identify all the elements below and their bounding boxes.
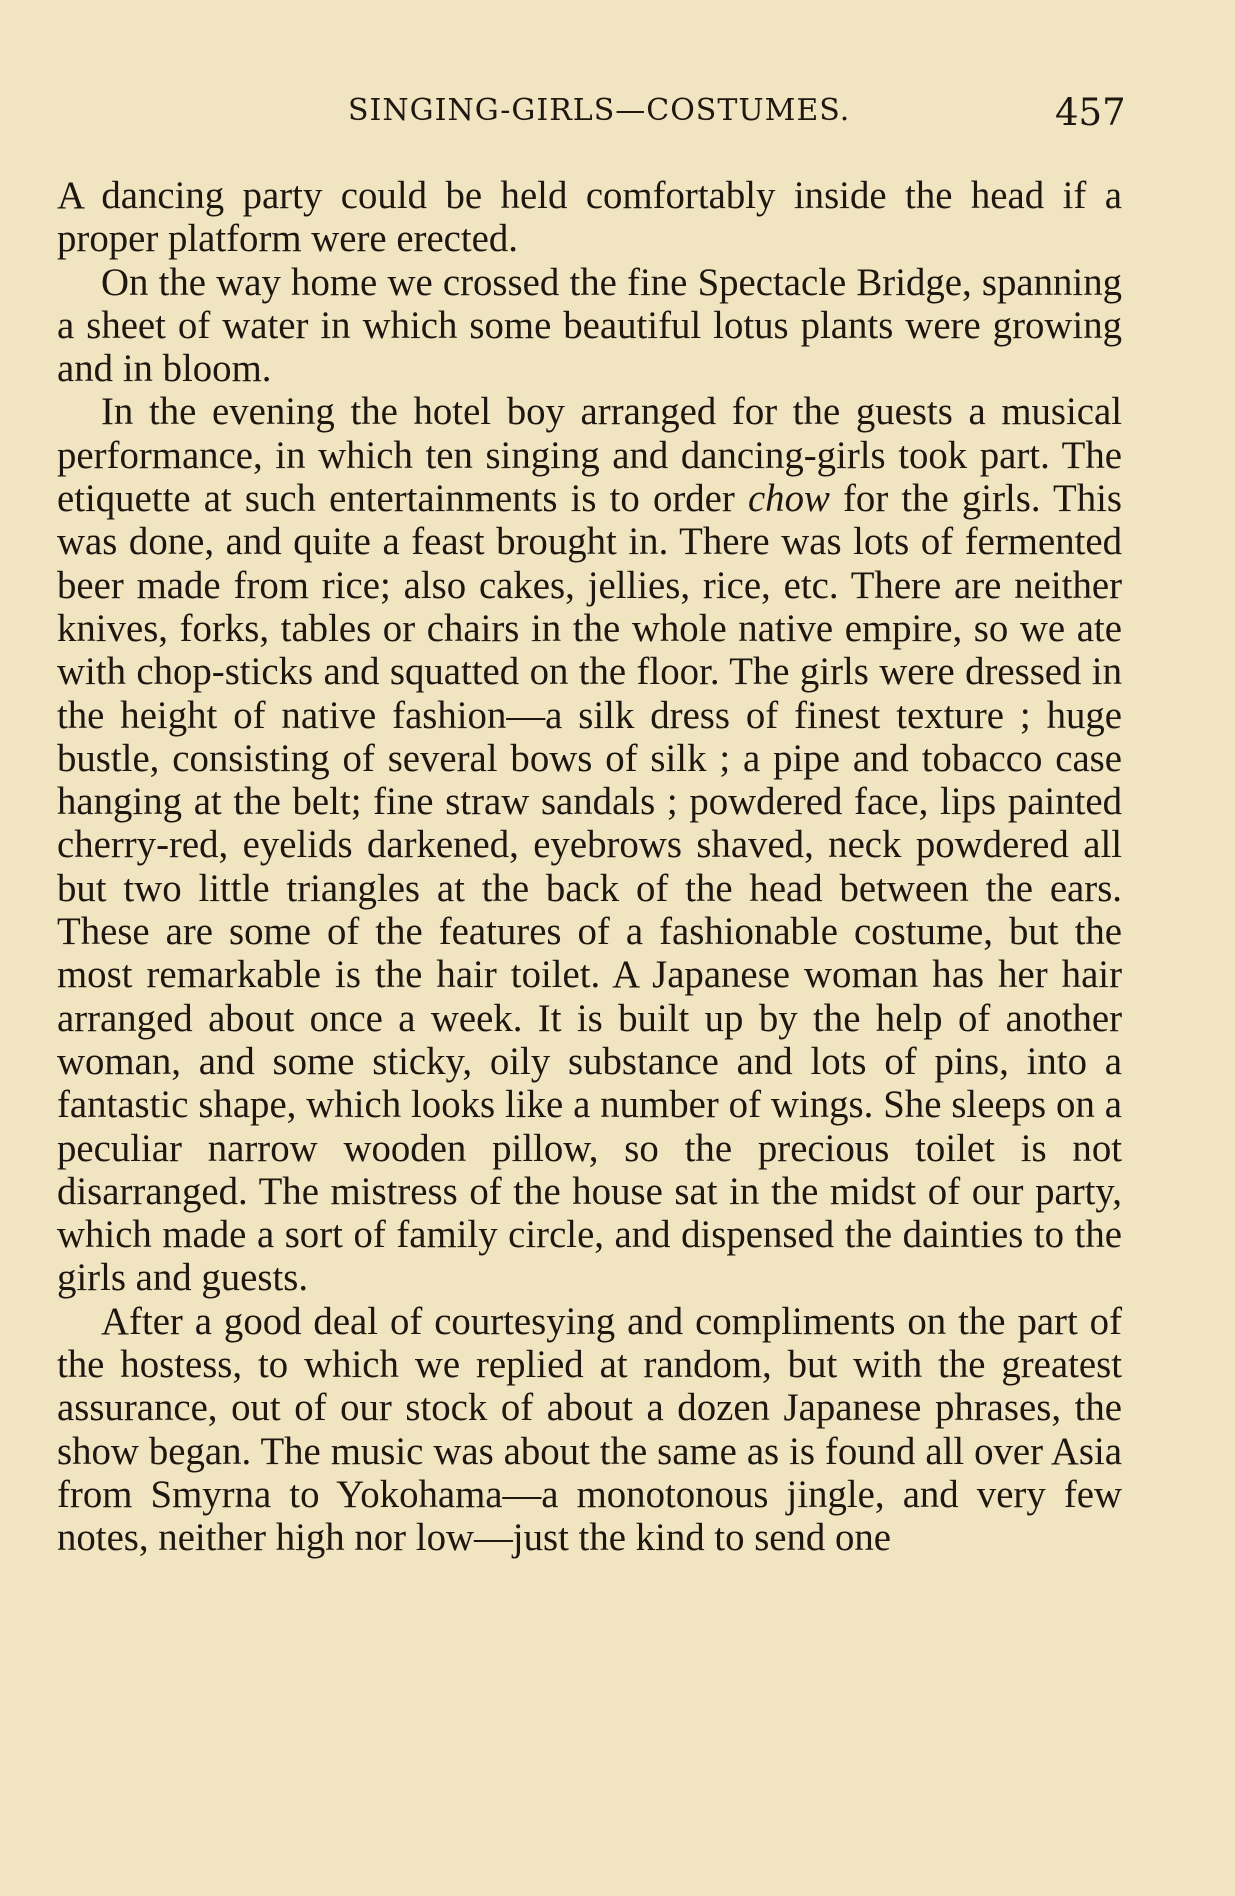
paragraph-dancing-party: A dancing party could be held comfortably inside the head if a proper platform were erected.	[57, 174, 1122, 261]
italic-chow: chow	[747, 477, 830, 521]
paragraph-text-before-chow: In the evening the hotel boy arranged for the guests a musical performance, in which ten singing and dancing-girls took part. The etiquette at such entertainments is to order	[57, 390, 1122, 521]
paragraph-spectacle-bridge: On the way home we crossed the fine Spectacle Bridge, spanning a sheet of water in which some beautiful lotus plants were growing and in bloom.	[57, 260, 1122, 391]
paragraph-text-after-chow: for the girls. This was done, and quite a feast brought in. There was lots of fermented beer made from rice; also cakes, jellies, rice, etc. There are neither knives, forks, tables or chairs in the whole native empire, so we ate with chop-sticks and squatted on the floor. The girls were dressed in the height of native fashion—a silk dress of finest texture ; huge bustle, consisting of several bows of silk ; a pipe and tobacco case hanging at the belt; fine straw sandals ; powdered face, lips painted cherry-red, eyelids darkened, eyebrows shaved, neck powdered all but two little triangles at the back of the head between the ears. These are some of the features of a fashionable costume, but the most remarkable is the hair toilet. A Japanese woman has her hair arranged about once a week. It is built up by the help of another woman, and some sticky, oily substance and lots of pins, into a fantastic shape, which looks like a number of wings. She sleeps on a peculiar narrow wooden pillow, so the precious toilet is not disarranged. The mistress of the house sat in the midst of our party, which made a sort of family circle, and dispensed the dainties to the girls and guests.	[57, 477, 1122, 1300]
body-text	[57, 174, 1122, 1560]
paragraph-show-began: After a good deal of courtesying and compliments on the part of the hostess, to which we replied at random, but with the greatest assurance, out of our stock of about a dozen Japanese phrases, the show began. The music was about the same as is found all over Asia from Smyrna to Yokohama—a monotonous jingle, and very few notes, neither high nor low—just the kind to send one	[57, 1299, 1122, 1560]
page-number: 457	[1055, 91, 1126, 134]
running-title: SINGING-GIRLS—COSTUMES.	[348, 93, 851, 128]
page-header	[0, 93, 1235, 138]
paragraph-evening-performance	[57, 390, 1122, 1299]
